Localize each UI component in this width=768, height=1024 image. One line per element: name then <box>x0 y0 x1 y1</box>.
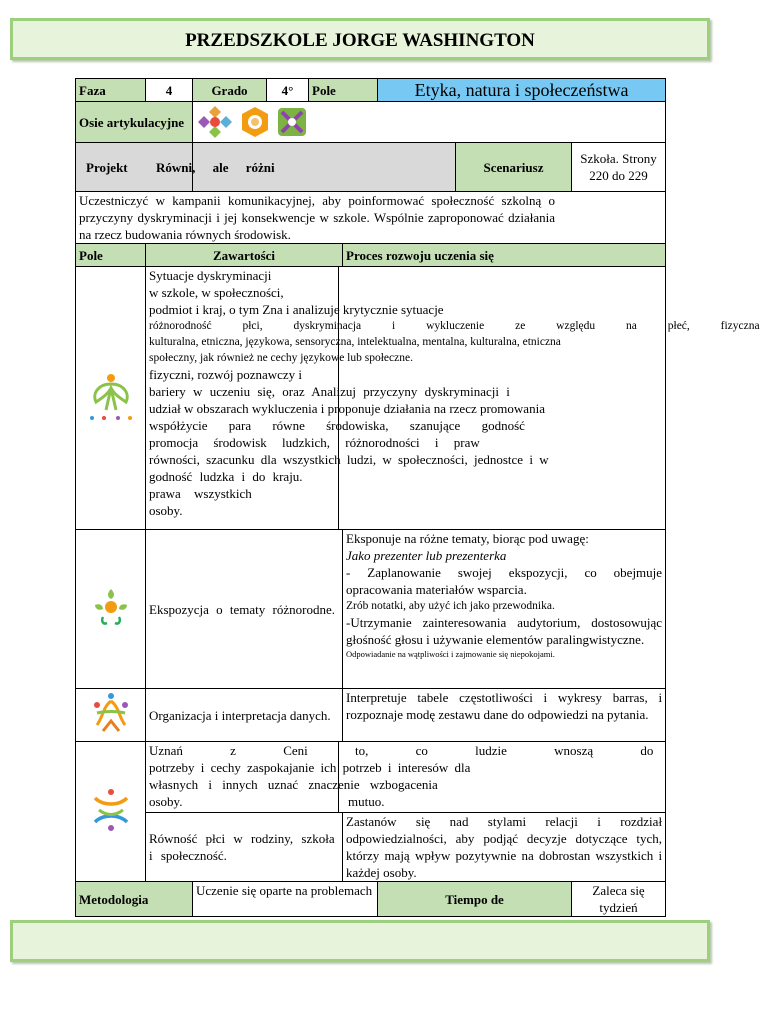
tiempo-label: Tiempo de <box>378 882 572 917</box>
row4a-line: osoby. <box>149 794 183 809</box>
row1-wide-line: kulturalna, etniczna, językowa, sensoryczna, intelektualna, mentalna, kulturalna, etniczna <box>149 336 561 348</box>
row1-line: udział w obszarach wykluczenia i proponuje działania na rzecz promowania <box>149 401 545 416</box>
row1-line: promocja środowisk ludzkich, różnorodności i praw <box>149 435 480 450</box>
row4a-line: własnych i innych uznać znaczenie wzbogacenia <box>149 777 438 792</box>
row1-text-cell <box>146 267 760 530</box>
row1-line: prawa wszystkich <box>149 486 252 501</box>
row2-process-p2: Zrób notatki, aby użyć ich jako przewodnika. <box>346 600 555 612</box>
row4a-process: mutuo. <box>348 794 385 809</box>
footer-row <box>76 882 666 917</box>
row2-process-p3: -Utrzymanie zainteresowania audytorium, dostosowując głośność głosu i używanie elementów paralingwistyczne. <box>346 615 663 647</box>
row3-content: Organizacja i interpretacja danych. <box>146 689 343 742</box>
row1-line: Sytuacje dyskryminacji <box>149 268 272 283</box>
row4b-content: Równość płci w rodziny, szkoła i społeczność. <box>146 813 343 882</box>
row4-icon-cell <box>76 742 146 882</box>
meta-row <box>76 79 666 102</box>
row2-process-italic: Jako prezenter lub prezenterka <box>346 548 507 563</box>
projekt-value-cell <box>156 143 456 192</box>
scenariusz-label: Scenariusz <box>456 143 572 192</box>
pole-label: Pole <box>309 79 378 102</box>
content-row-1 <box>76 267 666 530</box>
axes-icons-cell <box>193 102 666 143</box>
axes-row <box>76 102 666 143</box>
content-row-4b <box>76 813 666 882</box>
goal-text: Uczestniczyć w kampanii komunikacyjnej, aby poinformować społeczność szkolną o przyczyny dyskryminacji i jej konsekwencje w szkole. Wspólnie zaproponować działania na rzecz budowania równych środowisk. <box>76 192 666 244</box>
flower-seeds-icon <box>89 585 133 629</box>
row1-line: bariery w uczeniu się, oraz Analizuj przyczyny dyskryminacji i <box>149 384 510 399</box>
row2-icon-cell <box>76 530 146 689</box>
linked-figures-icon <box>89 786 133 834</box>
project-row <box>76 143 666 192</box>
row1-line: osoby. <box>149 503 183 518</box>
col-zawartosci: Zawartości <box>146 244 343 267</box>
projekt-label: Projekt <box>86 159 128 175</box>
faza-value: 4 <box>146 79 193 102</box>
faza-label: Faza <box>76 79 146 102</box>
row2-process-p1: - Zaplanowanie swojej ekspozycji, co obejmuje opracowania materiałów wsparcia. <box>346 565 663 597</box>
content-row-2 <box>76 530 666 689</box>
col-proces: Proces rozwoju uczenia się <box>343 244 666 267</box>
pole-value: Etyka, natura i społeczeństwa <box>378 79 666 102</box>
projekt-word-2: ale <box>212 159 229 175</box>
sprout-person-icon <box>88 370 134 422</box>
grado-value: 4° <box>267 79 309 102</box>
page-title: PRZEDSZKOLE JORGE WASHINGTON <box>185 30 535 51</box>
title-banner <box>10 18 710 60</box>
metodologia-label: Metodologia <box>76 882 193 917</box>
row1-line: w szkole, w społeczności, <box>149 285 284 300</box>
row4a-line: potrzeby i cechy zaspokajanie ich potrzeb i interesów dla <box>149 760 471 775</box>
axis-icons <box>196 104 662 140</box>
projekt-word-3: różni <box>245 159 275 175</box>
critical-thinking-icon <box>238 105 272 139</box>
row2-content: Ekspozycja o tematy różnorodne. <box>146 530 343 689</box>
projekt-word-1: Równi, <box>156 159 196 175</box>
row1-wide-line: społeczny, jak również ne cechy językowe lub społeczne. <box>149 352 413 364</box>
interculturality-icon <box>276 106 308 138</box>
inclusion-icon <box>196 104 234 140</box>
column-header-row <box>76 244 666 267</box>
metodologia-value: Uczenie się oparte na problemach <box>193 882 378 917</box>
row1-line: godność ludzka i do kraju. <box>149 469 303 484</box>
row3-process: Interpretuje tabele częstotliwości i wykresy barras, i rozpoznaje modę zestawu dane do odpowiedzi na pytania. <box>343 689 666 742</box>
dancing-figures-icon <box>89 691 133 735</box>
row1-wide-line: różnorodność płci, dyskryminacja i wykluczenie ze względu na płeć, fizyczna <box>149 320 760 332</box>
row2-process-intro: Eksponuje na różne tematy, biorąc pod uwagę: <box>346 531 589 546</box>
row4b-process: Zastanów się nad stylami relacji i rozdział odpowiedzialności, aby podjąć decyzje dotyczące tych, którzy mają wpływ pozytywnie na dobrostan wszystkich i każdej osoby. <box>343 813 666 882</box>
row4a-text-cell <box>146 742 666 813</box>
row1-line: podmiot i kraj, o tym Zna i analizuje krytycznie sytuacje <box>149 302 444 317</box>
grado-label: Grado <box>193 79 267 102</box>
row2-process-cell <box>343 530 666 689</box>
row1-line: współżycie para równe środowiska, szanujące godność <box>149 418 525 433</box>
scenariusz-value: Szkoła. Strony 220 do 229 <box>572 143 666 192</box>
axes-label: Osie artykulacyjne <box>76 102 193 143</box>
goal-row <box>76 192 666 244</box>
row4a-line: Uznań z Ceni to, co ludzie wnoszą do <box>149 743 654 758</box>
row1-icon-cell <box>76 267 146 530</box>
content-row-4a <box>76 742 666 813</box>
col-pole: Pole <box>76 244 146 267</box>
row1-line: fizyczni, rozwój poznawczy i <box>149 367 303 382</box>
row2-process-p4: Odpowiadanie na wątpliwości i zajmowanie się niepokojami. <box>346 649 555 659</box>
tiempo-value: Zaleca się tydzień <box>572 882 666 917</box>
row3-icon-cell <box>76 689 146 742</box>
content-row-3 <box>76 689 666 742</box>
footer-banner <box>10 920 710 962</box>
lesson-plan-table <box>75 78 760 917</box>
row1-line: równości, szacunku dla wszystkich ludzi, w społeczności, jednostce i w <box>149 452 549 467</box>
